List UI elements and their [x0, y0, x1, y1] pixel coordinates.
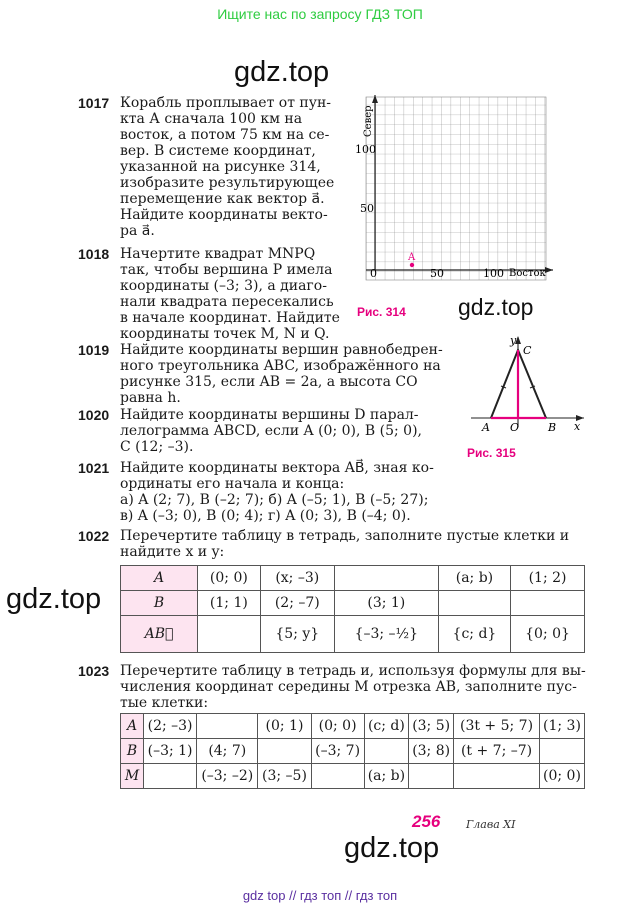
table-row — [121, 566, 585, 591]
table-row — [121, 739, 585, 764]
problem-number-1020: 1020 — [78, 407, 110, 423]
table-cell: {–3; –½} — [334, 616, 438, 653]
origin-o-label: O — [510, 421, 520, 434]
table-cell — [258, 739, 311, 764]
table-cell: (a; b) — [364, 764, 408, 789]
table-1023 — [120, 713, 585, 789]
problem-number-1021: 1021 — [78, 460, 110, 476]
table-cell — [334, 566, 438, 591]
watermark: gdz.top — [344, 832, 440, 864]
table-cell: (3; 1) — [334, 591, 438, 616]
east-label: Восток — [509, 268, 546, 279]
table-row — [121, 714, 585, 739]
chapter-label: Глава XI — [466, 818, 516, 831]
figure-315-triangle — [466, 332, 596, 437]
table-1022 — [120, 565, 585, 653]
problem-number-1019: 1019 — [78, 342, 110, 358]
table-cell — [197, 714, 258, 739]
problem-1023-text: Перечертите таблицу в тетрадь и, используя формулы для вы- числения координат середины M отрезка AB, заполните пус- тые клетки: — [120, 663, 586, 711]
problem-1019-text: Найдите координаты вершин равнобедрен- ного треугольника ABC, изображённого на рисунке 315, если AB = 2a, а высота CO равна h. — [120, 342, 443, 406]
table-cell: (–3; 7) — [311, 739, 364, 764]
table-cell: (3; 5) — [409, 714, 454, 739]
table-cell: (2; –7) — [260, 591, 334, 616]
figure-314-caption: Рис. 314 — [357, 305, 406, 319]
vertex-b-label: B — [548, 421, 557, 434]
y-axis-label: y — [510, 334, 517, 347]
table-row — [121, 616, 585, 653]
table-cell: (1; 2) — [511, 566, 585, 591]
x-tick-50: 50 — [430, 267, 444, 280]
table-cell: (0; 0) — [311, 714, 364, 739]
table-row — [121, 764, 585, 789]
problem-number-1022: 1022 — [78, 528, 110, 544]
point-a-label: A — [408, 252, 416, 263]
figure-315-caption: Рис. 315 — [467, 446, 516, 460]
problem-1018-text: Начертите квадрат MNPQ так, чтобы вершина P имела координаты (–3; 3), а диаго- нали квадрата пересекались в начале координат. Найдите координаты точек M, N и Q. — [120, 246, 340, 342]
north-label: Север — [363, 105, 374, 137]
y-tick-100: 100 — [355, 143, 376, 156]
table-cell: (1; 1) — [198, 591, 261, 616]
watermark: gdz.top — [6, 583, 102, 615]
row-header: M — [121, 764, 144, 789]
problem-1021-text: Найдите координаты вектора AB⃗, зная ко- ординаты его начала и конца: а) A (2; 7), B (–2; 7); б) A (–5; 1), B (–5; 27); в) A (–3; 0), B (0; 4); г) A (0; 3), B (–4; 0). — [120, 460, 434, 524]
table-cell: (c; d) — [364, 714, 408, 739]
row-header: A — [121, 566, 198, 591]
row-header: A — [121, 714, 144, 739]
problem-number-1017: 1017 — [78, 95, 110, 111]
table-cell: (3t + 5; 7) — [454, 714, 540, 739]
vertex-c-label: C — [523, 344, 532, 357]
problem-1020-text: Найдите координаты вершины D парал- лелограмма ABCD, если A (0; 0), B (5; 0), C (12; –3). — [120, 407, 422, 455]
table-cell — [454, 764, 540, 789]
table-cell — [198, 616, 261, 653]
table-cell: (1; 3) — [539, 714, 584, 739]
table-cell: {c; d} — [438, 616, 510, 653]
row-header: B — [121, 739, 144, 764]
figure-314-grid — [355, 95, 555, 290]
table-cell — [539, 739, 584, 764]
table-cell — [311, 764, 364, 789]
problem-1017-text: Корабль проплывает от пун- кта А сначала 100 км на восток, а потом 75 км на се- вер. В системе координат, указанной на рисунке 314, изобразите результирующее перемещение как вектор a⃗. Найдите координаты векто- ра a⃗. — [120, 95, 335, 239]
table-cell: (4; 7) — [197, 739, 258, 764]
watermark: gdz.top — [234, 56, 330, 88]
table-cell: (x; –3) — [260, 566, 334, 591]
table-row — [121, 591, 585, 616]
table-cell: (t + 7; –7) — [454, 739, 540, 764]
table-cell: (3; 8) — [409, 739, 454, 764]
table-cell — [144, 764, 197, 789]
row-header: AB⃗ — [121, 616, 198, 653]
table-cell — [364, 739, 408, 764]
vertex-a-label: A — [482, 421, 490, 434]
x-tick-100: 100 — [483, 267, 504, 280]
row-header: B — [121, 591, 198, 616]
table-cell: (a; b) — [438, 566, 510, 591]
y-tick-50: 50 — [360, 202, 374, 215]
table-cell: {0; 0} — [511, 616, 585, 653]
problem-number-1018: 1018 — [78, 246, 110, 262]
watermark: gdz.top — [458, 294, 534, 320]
table-cell: (2; –3) — [144, 714, 197, 739]
x-tick-0: 0 — [370, 267, 377, 280]
page-number: 256 — [412, 812, 441, 831]
table-cell: (0; 0) — [539, 764, 584, 789]
x-axis-label: x — [574, 420, 581, 433]
table-cell — [511, 591, 585, 616]
table-cell: (3; –5) — [258, 764, 311, 789]
table-cell — [409, 764, 454, 789]
table-cell: (0; 1) — [258, 714, 311, 739]
footer-links[interactable]: gdz top // гдз топ // гдз топ — [242, 888, 398, 903]
top-banner: Ищите нас по запросу ГДЗ ТОП — [217, 6, 423, 22]
table-cell: (0; 0) — [198, 566, 261, 591]
problem-1022-text: Перечертите таблицу в тетрадь, заполните пустые клетки и найдите x и y: — [120, 528, 570, 560]
problem-number-1023: 1023 — [78, 663, 110, 679]
table-cell: {5; y} — [260, 616, 334, 653]
table-cell: (–3; –2) — [197, 764, 258, 789]
table-cell — [438, 591, 510, 616]
table-cell: (–3; 1) — [144, 739, 197, 764]
